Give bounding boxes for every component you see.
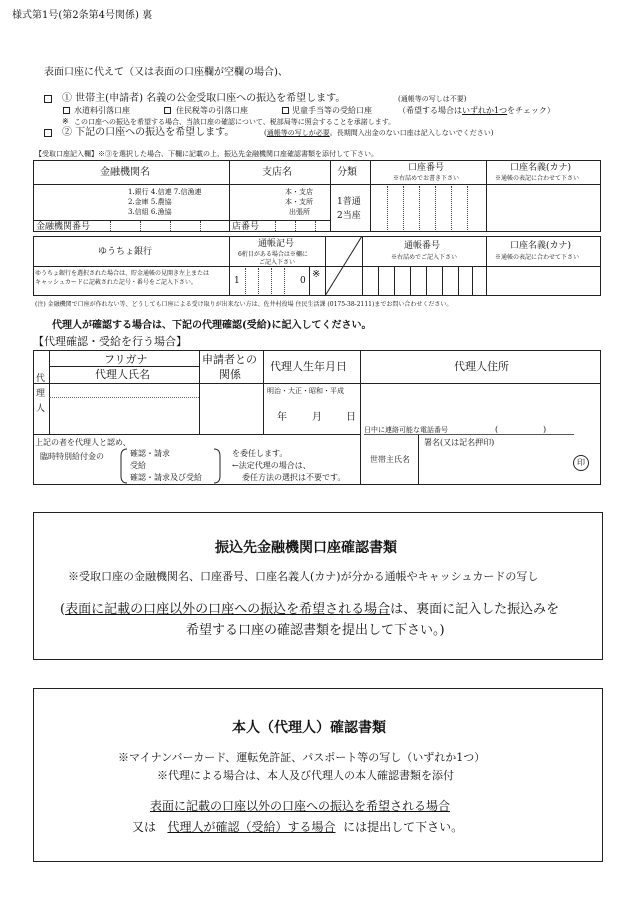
yucho-name: 口座名義(カナ) <box>510 241 572 251</box>
signature-label: 署名(又は記名押印) <box>424 438 495 447</box>
account-type-note: （希望する場合はいずれか1つをチェック） <box>398 106 555 115</box>
col-class: 分類 <box>337 167 357 178</box>
intro-line: 表面口座に代えて（又は表面の口座欄が空欄の場合)、 <box>44 67 288 78</box>
col-account-number-note: ※右詰めでお書き下さい <box>393 175 460 182</box>
yucho-label: ゆうちょ銀行 <box>98 247 153 257</box>
proxy-heading: 【代理確認・受給を行う場合】 <box>33 335 187 348</box>
col-birth: 代理人生年月日 <box>270 360 347 373</box>
proxy-notice: 代理人が確認する場合は、下記の代理確認(受給)に記入してください。 <box>52 320 372 331</box>
col-institution: 金融機関名 <box>100 167 150 178</box>
phone-paren-open: ( <box>495 425 499 434</box>
option1-text: ① 世帯主(申請者) 名義の公金受取口座への振込を希望します。 <box>62 93 346 104</box>
choice-bracket-right <box>213 448 221 484</box>
col-account-number: 口座番号 <box>408 163 445 173</box>
col-account-name: 口座名義(カナ) <box>510 163 572 173</box>
branch-code-label: 店番号 <box>232 222 260 232</box>
proxy-side-1: 代 <box>36 374 46 384</box>
account-type-2-checkbox[interactable] <box>164 107 171 114</box>
class-1: 1普通 <box>337 197 361 207</box>
yucho-name-note: ※通帳の表記に合わせて下さい <box>495 254 580 261</box>
box1-line2: (表面に記載の口座以外の口座への振込を希望される場合は、裏面に記入した振込みを <box>60 602 560 617</box>
option1-note: (通帳等の写しは不要) <box>398 95 467 103</box>
account-type-3: 児童手当等の受給口座 <box>292 106 372 115</box>
branch-type-1: 本・支店 <box>285 188 313 196</box>
box2-line2: ※代理による場合は、本人及び代理人の本人確認書類を添付 <box>157 769 454 782</box>
birth-eras: 明治・大正・昭和・平成 <box>267 387 344 395</box>
box2-line4: 又は 代理人が確認（受給）する場合 には提出して下さい。 <box>132 820 464 834</box>
proxy-side-3: 人 <box>36 404 46 414</box>
option2-text: ② 下記の口座への振込を希望します。 <box>62 127 235 138</box>
legal-note-1: ←法定代理の場合は、 <box>232 461 311 470</box>
consent-text: この口座への振込を希望する場合、当該口座の確認について、税部局等に照会することを承諾します。 <box>74 118 396 126</box>
col-relation-1: 申請者との <box>202 353 257 366</box>
phone-paren-close: ) <box>543 425 547 434</box>
box2-line3: 表面に記載の口座以外の口座への振込を希望される場合 <box>150 799 451 813</box>
box2-title: 本人（代理人）確認書類 <box>232 720 386 736</box>
col-proxy-name: 代理人氏名 <box>95 368 150 381</box>
option2-note: (通帳等の写しが必要。長期間入出金のない口座は記入しないでください) <box>264 129 494 137</box>
col-account-name-note: ※通帳の表記に合わせて下さい <box>495 175 580 182</box>
birth-day: 日 <box>346 412 356 423</box>
birth-year: 年 <box>277 412 287 423</box>
seal-mark <box>573 455 589 471</box>
col-address: 代理人住所 <box>454 360 509 373</box>
consent-mark: ※ <box>62 117 69 126</box>
yucho-digit-mark: ※ <box>312 269 321 280</box>
box1-title: 振込先金融機関口座確認書類 <box>215 540 397 556</box>
yucho-symbol: 通帳記号 <box>258 239 295 249</box>
yucho-digit-first: 1 <box>234 276 240 286</box>
inst-types-row2: 2.金庫 5.農協 <box>128 198 172 206</box>
phone-label: 日中に連絡可能な電話番号 <box>364 426 448 434</box>
birth-month: 月 <box>312 412 322 423</box>
box1-line3: 希望する口座の確認書類を提出して下さい。) <box>186 623 445 638</box>
branch-type-3: 出張所 <box>289 208 310 216</box>
box1-line1: ※受取口座の金融機関名、口座番号、口座名義人(カナ)が分かる通帳やキャッシュカードの写し <box>68 570 539 583</box>
inst-code-label: 金融機関番号 <box>36 222 91 232</box>
bank-note: (注) 金融機関で口座が作れない等、どうしても口座による受け取りが出来ない方は、佐井村役場 住民生活課 (0175-38-2111)までお問い合わせください。 <box>35 301 453 308</box>
option1-checkbox[interactable] <box>44 95 52 103</box>
legal-note-2: 委任方法の選択は不要です。 <box>242 473 346 482</box>
class-2: 2当座 <box>337 211 361 221</box>
inst-types-row1: 1.銀行 4.信連 7.信漁連 <box>128 188 202 196</box>
bank-section-heading: 【受取口座記入欄】※③を選択した場合、下欄に記載の上、振込先金融機関口座確認書類を添付して下さい。 <box>35 150 378 158</box>
branch-type-2: 本・支所 <box>285 198 313 206</box>
yucho-symbol-note: 6桁目がある場合は※欄に <box>238 251 308 258</box>
yucho-number-note: ※右詰めでご記入下さい <box>391 254 458 261</box>
yucho-instruction-1: ゆうちょ銀行を選択された場合は、貯金通帳の見開き左上または <box>35 270 210 277</box>
delegate-suffix: を委任します。 <box>232 449 288 458</box>
householder-label: 世帯主氏名 <box>370 455 410 464</box>
choice-bracket-left <box>120 448 128 484</box>
yucho-symbol-note2: ご記入下さい <box>259 259 296 266</box>
choice-2[interactable]: 受給 <box>130 461 146 470</box>
benefit-label: 臨時特別給付金の <box>40 452 104 461</box>
form-title: 様式第1号(第2条第4号関係) 裏 <box>12 10 153 21</box>
choice-1[interactable]: 確認・請求 <box>130 449 170 458</box>
box2-line1: ※マイナンバーカード、運転免許証、パスポート等の写し（いずれか1つ） <box>118 751 486 764</box>
option2-checkbox[interactable] <box>44 129 52 137</box>
delegate-text: 上記の者を代理人と認め、 <box>35 438 131 447</box>
proxy-side-2: 理 <box>36 389 46 399</box>
yucho-instruction-2: キャッシュカードに記載された記号・番号をご記入下さい。 <box>35 279 197 286</box>
col-furigana: フリガナ <box>104 353 148 366</box>
account-type-1: 水道料引落口座 <box>74 106 130 115</box>
yucho-diagonal <box>325 236 362 296</box>
account-type-1-checkbox[interactable] <box>63 107 70 114</box>
col-branch: 支店名 <box>262 167 292 178</box>
yucho-digit-zero: 0 <box>300 276 306 286</box>
col-relation-2: 関係 <box>219 368 241 381</box>
account-type-3-checkbox[interactable] <box>282 107 289 114</box>
seal-text: 印 <box>577 458 585 467</box>
choice-3[interactable]: 確認・請求及び受給 <box>130 473 202 482</box>
yucho-number: 通帳番号 <box>404 241 441 251</box>
inst-types-row3: 3.信組 6.漁協 <box>128 208 172 216</box>
account-type-2: 住民税等の引落口座 <box>176 106 248 115</box>
